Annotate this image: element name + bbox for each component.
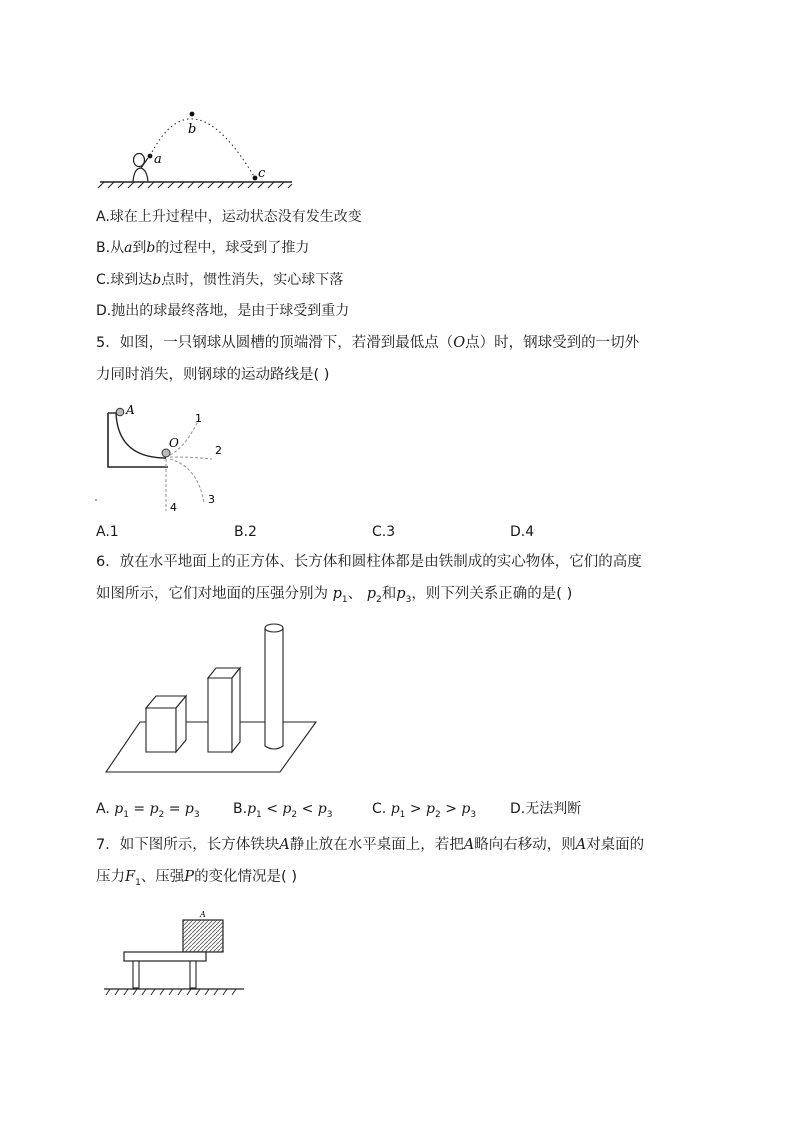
q6-p3-sub: 3 (405, 594, 412, 605)
label-path-4: 4 (170, 501, 177, 514)
q5-stem-line1 (96, 332, 639, 354)
iron-block (183, 920, 223, 952)
q6-c-rel2: > (445, 801, 457, 817)
q4-option-b-a: a (124, 240, 133, 256)
q7-stem-line2 (96, 866, 297, 894)
block-label: A (200, 910, 206, 919)
q6-a-p3: p (184, 801, 194, 817)
q4-option-a: A.球在上升过程中，运动状态没有发生改变 (96, 209, 362, 225)
q4-option-c-b: b (152, 272, 162, 288)
q6-a-p3-sub: 3 (193, 809, 200, 820)
cylinder (265, 624, 283, 749)
q7-a-3: A (575, 837, 587, 853)
q6-p3: p (396, 586, 406, 602)
q4-option-b-pre: B.从 (96, 240, 125, 256)
label-a: a (154, 152, 162, 167)
track-curve (116, 413, 166, 458)
q7-line2-pre: 压力 (96, 869, 125, 885)
q6-option-a (96, 799, 200, 825)
label-path-3: 3 (208, 493, 215, 506)
q6-c-p3: p (461, 801, 471, 817)
q4-option-b-b: b (146, 240, 156, 256)
table-top (124, 952, 206, 961)
q6-p2-sub: 2 (376, 594, 382, 605)
q7-f: F (125, 869, 136, 885)
q6-line2-post: ，则下列关系正确的是( ) (411, 586, 573, 602)
q6-a-rel1: = (133, 801, 146, 817)
trajectory-curve (150, 119, 255, 178)
q7-p: P (184, 869, 195, 885)
q5-line1-pre: 5．如图，一只钢球从圆槽的顶端滑下，若滑到最低点（ (96, 335, 454, 351)
q6-b-rel2: < (301, 801, 314, 817)
q7-stem-line1 (96, 834, 644, 856)
q7-f-sub: 1 (135, 877, 141, 888)
q6-sep: 、 (347, 586, 363, 602)
q6-a-rel2: = (168, 801, 181, 817)
q4-option-b-mid: 到 (132, 240, 147, 256)
ball-trajectory-figure (96, 108, 296, 190)
floor-hatching (106, 989, 236, 995)
q6-c-p1: p (390, 801, 400, 817)
q7-a-1: A (279, 837, 290, 853)
q6-stem-line2 (96, 583, 572, 611)
q6-b-p3-sub: 3 (326, 809, 333, 820)
ball-point-c (253, 176, 258, 181)
q4-option-c-post: 点时，惯性消失，实心球下落 (161, 272, 344, 288)
q6-c-rel1: > (409, 801, 422, 817)
q6-p2: p (366, 586, 377, 602)
q6-p1: p (332, 586, 342, 602)
q6-stem-line1: 6．放在水平地面上的正方体、长方体和圆柱体都是由铁制成的实心物体，它们的高度 (96, 554, 642, 570)
q6-b-rel1: < (266, 801, 278, 817)
q4-option-d: D.抛出的球最终落地，是由于球受到重力 (96, 303, 350, 319)
q5-stem-line2: 力同时消失，则钢球的运动路线是( ) (96, 367, 330, 383)
label-c: c (258, 166, 266, 181)
ball-point-b (190, 112, 195, 117)
q6-line2-pre: 如图所示，它们对地面的压强分别为 (96, 586, 328, 602)
ground-hatching (98, 182, 292, 188)
bowl-track-figure (94, 403, 234, 515)
q6-b-p2-sub: 2 (291, 809, 298, 820)
q6-c-p2-sub: 2 (435, 809, 441, 820)
q5-line1-post: 点）时，钢球受到的一切外 (465, 335, 640, 351)
label-a-ball: A (126, 403, 135, 417)
q5-line1-o: O (453, 335, 466, 351)
q7-line1-mid: 静止放在水平桌面上，若把 (289, 837, 464, 853)
q6-option-c-label: C. (372, 801, 387, 817)
label-path-1: 1 (195, 412, 202, 425)
q7-line1-end: 对桌面的 (586, 837, 645, 853)
q6-b-p2: p (282, 801, 292, 817)
q6-option-b-label: B. (233, 801, 248, 817)
q6-and: 和 (381, 586, 397, 602)
q7-line1-post: 略向右移动，则 (474, 837, 576, 853)
q5-option-a: A.1 (96, 524, 119, 540)
q6-b-p1-sub: 1 (256, 809, 262, 820)
q6-b-p3: p (317, 801, 327, 817)
ball-at-o (162, 449, 170, 457)
table-leg-left (133, 961, 139, 988)
q7-line2-mid: 、压强 (140, 869, 185, 885)
ball-at-a (116, 408, 124, 416)
q4-option-b (96, 238, 309, 258)
q6-option-a-label: A. (96, 801, 110, 817)
q6-c-p1-sub: 1 (399, 809, 406, 820)
q4-option-c (96, 270, 343, 290)
q6-option-b (233, 799, 332, 825)
label-path-2: 2 (215, 444, 222, 457)
q6-option-c (372, 799, 476, 825)
q6-a-p1-sub: 1 (123, 809, 129, 820)
q7-a-2: A (463, 837, 475, 853)
q4-option-b-post: 的过程中，球受到了推力 (155, 240, 310, 256)
table-block-figure (100, 905, 250, 1005)
q6-c-p2: p (426, 801, 435, 817)
thrower-figure (133, 154, 148, 183)
q6-c-p3-sub: 3 (470, 809, 477, 820)
q6-a-p2-sub: 2 (158, 809, 165, 820)
solids-figure (104, 618, 320, 778)
q6-p1-sub: 1 (341, 594, 348, 605)
q7-line1-pre: 7．如下图所示，长方体铁块 (96, 837, 280, 853)
q6-b-p1: p (247, 801, 257, 817)
q5-option-c: C.3 (372, 524, 396, 540)
table-leg-right (190, 961, 196, 988)
path-2 (170, 457, 212, 459)
q5-option-b: B.2 (234, 524, 257, 540)
q4-option-c-pre: C.球到达 (96, 272, 153, 288)
path-3 (170, 459, 204, 503)
q6-a-p1: p (114, 801, 124, 817)
q6-a-p2: p (149, 801, 159, 817)
q6-option-d: D.无法判断 (510, 801, 582, 817)
cuboid (208, 668, 240, 752)
q5-option-d: D.4 (510, 524, 535, 540)
cube (146, 696, 186, 752)
label-o-ball: O (169, 436, 179, 450)
stray-dot (95, 499, 97, 501)
label-b: b (188, 122, 197, 137)
q7-line2-post: 的变化情况是( ) (194, 869, 297, 885)
